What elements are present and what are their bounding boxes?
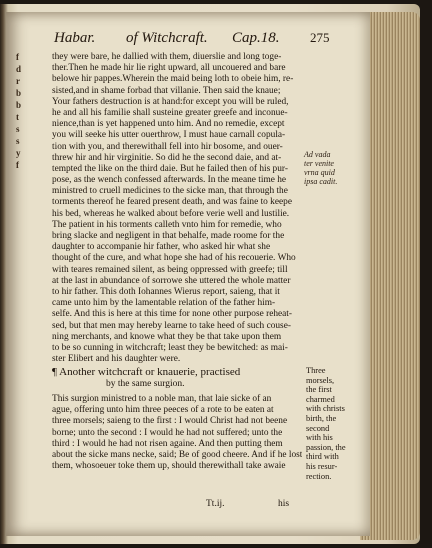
text-line: to hir father. This doth Iohannes Wierus report, saieng, that it [52, 286, 280, 297]
gutter-letter: f [16, 160, 19, 170]
book-page [6, 12, 370, 536]
margin-line: the first [306, 385, 332, 395]
margin-line: second [306, 423, 330, 433]
text-line: at the last in abundance of sorrowe she uttered the whole matter [52, 275, 291, 286]
running-header [54, 30, 354, 48]
text-line: thought of the cure, and what hope she had of his recouerie. Who [52, 253, 296, 264]
gutter-letter: s [16, 124, 20, 134]
text-line: nience,than is yet happened unto him. And no remedie, except [52, 119, 285, 130]
text-line: sed, but that men may hereby learne to take heed of such couse- [52, 320, 291, 331]
margin-line: third with [306, 452, 339, 462]
section-margin-note [306, 366, 366, 481]
gutter-letter: d [16, 64, 22, 74]
text-line: three morsels; saieng to the first : I would Christ had not beene [52, 416, 288, 427]
section-title: ¶ Another witchcraft or knauerie, practised [52, 366, 241, 378]
margin-line: with christs [306, 404, 345, 414]
catchword: his [278, 499, 290, 509]
text-line: Your fathers destruction is at hand:for except you will be ruled, [52, 96, 289, 107]
gutter-letter: t [16, 112, 19, 122]
body-text [52, 52, 302, 365]
gutter-letter: s [16, 136, 20, 146]
text-line: selfe. And this is here at this time for none other purpose reheat- [52, 309, 293, 320]
margin-line: vrna quid [304, 168, 335, 177]
text-line: he and all his familie shall susteine greater greefe and inconue- [52, 107, 288, 118]
open-book [0, 4, 420, 544]
section-text [52, 394, 302, 472]
text-line: his bed, whereas he walked about before verie well and lustilie. [52, 208, 290, 219]
text-line: ministred to cruell medicines to the sicke man, that through the [52, 186, 288, 197]
text-line: torments thereof he feared present death, and was faine to keepe [52, 197, 292, 208]
gutter-letter: y [16, 148, 21, 158]
gutter-letter: f [16, 52, 19, 62]
header-title: of Witchcraft. [126, 30, 208, 46]
margin-line: passion, the [306, 442, 346, 452]
margin-line: with his [306, 433, 333, 443]
margin-line: charmed [306, 394, 335, 404]
text-line: ague, offering unto him three peeces of a rote to be eaten at [52, 405, 274, 416]
text-line: belowe hir pappes.Wherein the maid being loth to obeie him, re- [52, 74, 294, 85]
text-line: ther.Then he made hir lie right upward, all uncouered and bare [52, 63, 286, 74]
section-subtitle: by the same surgion. [106, 379, 185, 389]
margin-note [304, 150, 364, 186]
text-line: pose, as the wench confessed afterwards. In the meane time he [52, 175, 287, 186]
text-line: ster Elibert and his daughter were. [52, 354, 181, 365]
margin-line: birth, the [306, 413, 337, 423]
text-line: The patient in his torments calleth vnto him for remedie, who [52, 219, 282, 230]
text-line: tion with you, and therewithall fell into hir bosome, and ouer- [52, 141, 283, 152]
signature-mark: Tt.ij. [206, 499, 225, 509]
gutter-letter: r [16, 76, 20, 86]
text-line: to be so cunning in witchcraft; least they be bewitched: as mai- [52, 342, 288, 353]
text-line: sisted,and in shame forbad that villanie. Then said the knaue; [52, 85, 281, 96]
margin-line: Three [306, 366, 326, 375]
text-line: came unto him by the lamentable relation of the father him- [52, 298, 276, 309]
text-line: you will seeke his utter ouerthrow, I must haue carnall copula- [52, 130, 286, 141]
text-line: ning merchants, and knowe what they be that take upon them [52, 331, 282, 342]
margin-line: ter venite [304, 159, 334, 168]
header-left: Habar. [54, 30, 96, 46]
page-number: 275 [310, 30, 330, 45]
margin-line: morsels, [306, 375, 335, 385]
margin-line: his resur- [306, 461, 338, 471]
text-line: they were bare, he dallied with them, diuerslie and long toge- [52, 52, 282, 62]
margin-line: rection. [306, 471, 332, 481]
text-line: bring slacke and negligent in that behalfe, made roome for the [52, 231, 285, 241]
text-line: daughter to accompanie hir father, who asked hir what she [52, 242, 271, 253]
margin-line: Ad vada [304, 150, 331, 159]
text-line: with teares remained silent, as being oppressed with greefe; till [52, 264, 288, 275]
header-chapter: Cap.18. [232, 30, 280, 46]
gutter-letter: b [16, 100, 22, 110]
text-line: borne; unto the second : I would he had not suffered; unto the [52, 427, 283, 438]
gutter-letter: b [16, 88, 22, 98]
text-line: them, whosoeuer toke them up, should therewithall take awaie [52, 461, 286, 472]
text-line: about the sicke mans necke, said; Be of good cheere. And if he lost [52, 449, 302, 460]
text-line: This surgion ministred to a noble man, that laie sicke of an [52, 394, 272, 404]
text-line: threw hir and hir virginitie. So did he the second daie, and at- [52, 152, 282, 163]
text-line: tempted the like on the third daie. But he failed then of his pur- [52, 163, 288, 174]
margin-line: ipsa cadit. [304, 177, 338, 186]
text-line: third : I would he had not risen againe. And then putting them [52, 438, 283, 449]
